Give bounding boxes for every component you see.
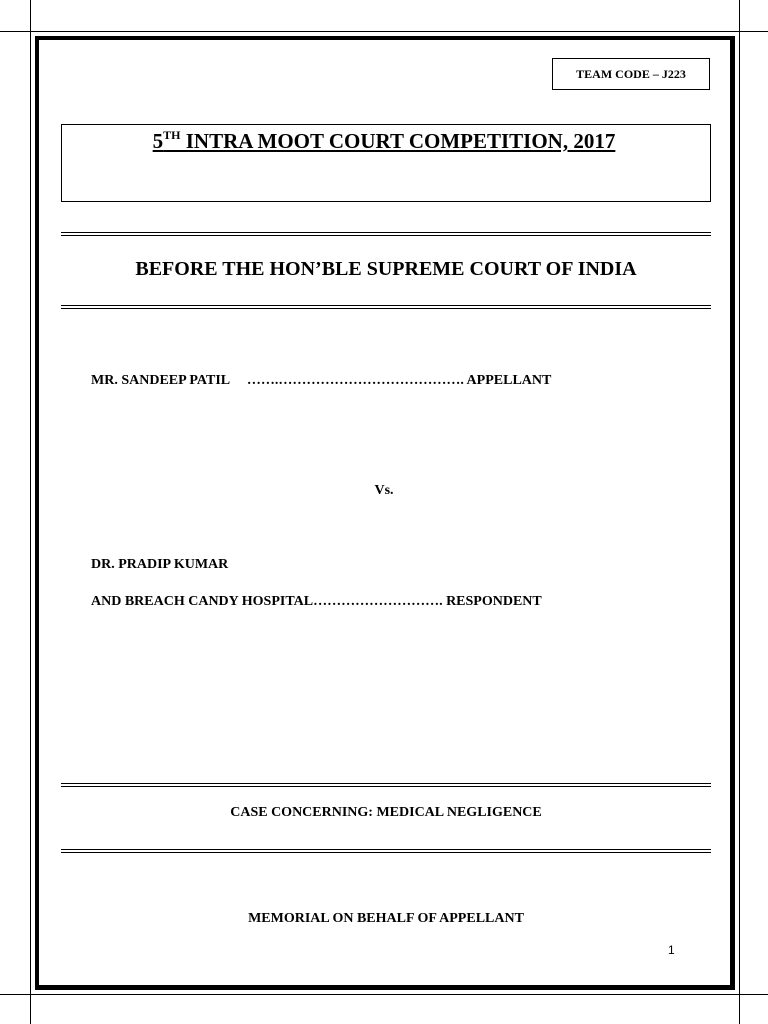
- memorial-heading: MEMORIAL ON BEHALF OF APPELLANT: [248, 911, 524, 926]
- crop-mark: [739, 0, 740, 31]
- double-rule: [61, 849, 711, 853]
- competition-ordinal: 5: [152, 129, 164, 153]
- appellant-line: MR. SANDEEP PATIL …….…………………………………. APPELLANT: [91, 373, 552, 388]
- respondent-line: AND BREACH CANDY HOSPITAL………………………. RESPONDENT: [91, 594, 542, 609]
- page-number: 1: [668, 943, 675, 957]
- crop-mark: [0, 31, 30, 32]
- team-code: TEAM CODE – J223: [576, 66, 686, 81]
- double-rule: [61, 783, 711, 787]
- crop-mark: [30, 995, 31, 1024]
- double-rule: [61, 232, 711, 236]
- case-concerning: CASE CONCERNING: MEDICAL NEGLIGENCE: [230, 805, 542, 820]
- versus-label: Vs.: [374, 483, 394, 498]
- competition-name: INTRA MOOT COURT COMPETITION, 2017: [180, 129, 616, 153]
- competition-ordinal-suffix: TH: [163, 128, 181, 142]
- crop-mark: [0, 994, 30, 995]
- crop-mark: [740, 31, 768, 32]
- respondent-line: DR. PRADIP KUMAR: [91, 557, 229, 572]
- crop-mark: [30, 0, 31, 31]
- crop-mark: [740, 994, 768, 995]
- competition-title: [0, 129, 768, 154]
- team-code-box: [552, 58, 710, 90]
- crop-mark: [739, 995, 740, 1024]
- double-rule: [61, 305, 711, 309]
- court-heading: BEFORE THE HON’BLE SUPREME COURT OF INDIA: [135, 258, 637, 280]
